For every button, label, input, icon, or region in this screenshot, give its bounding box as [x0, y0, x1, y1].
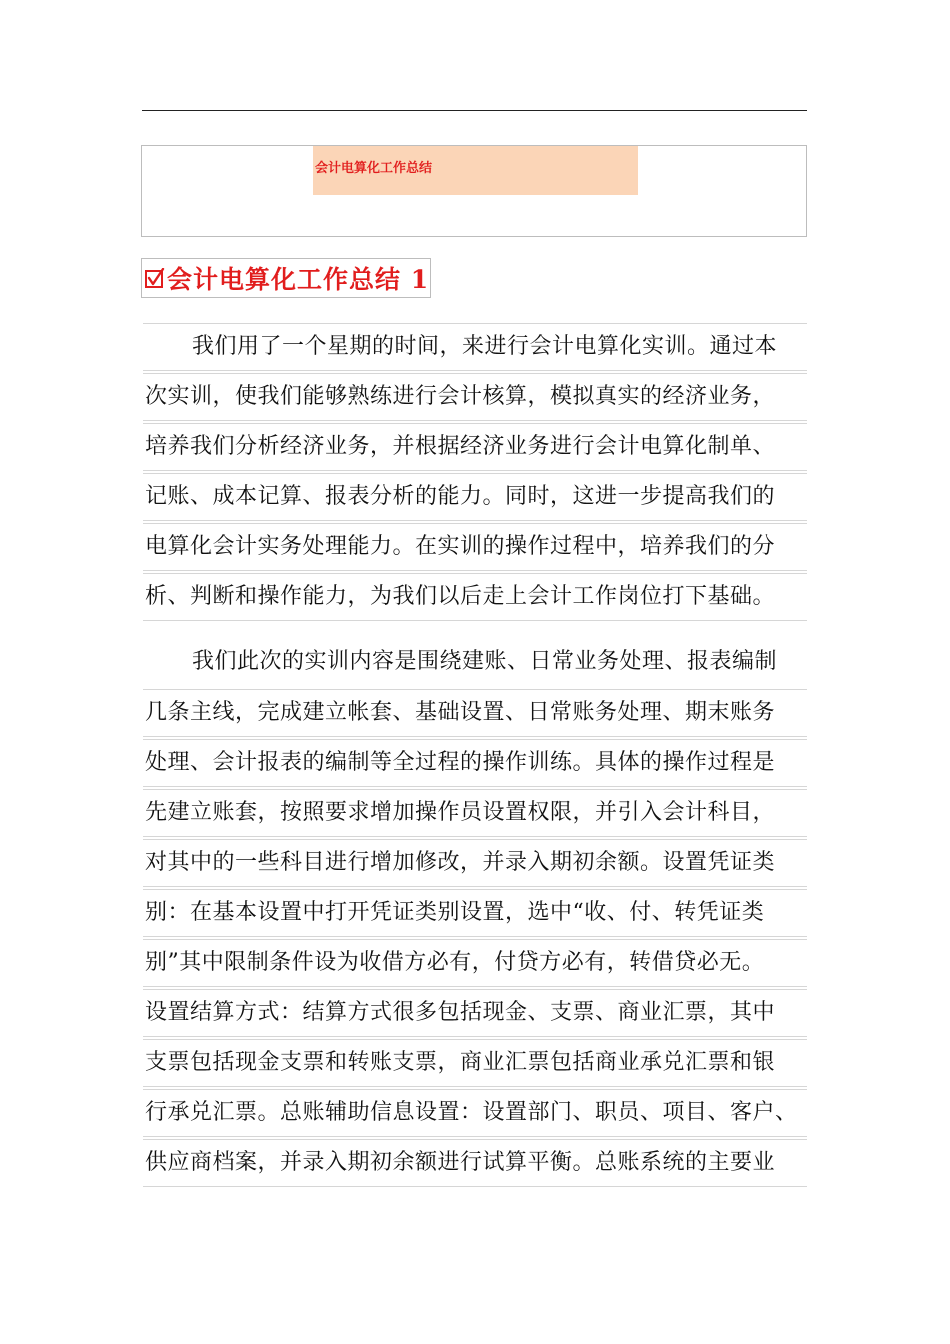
paragraph-2-line-5: 对其中的一些科目进行增加修改，并录入期初余额。设置凭证类	[145, 850, 776, 875]
document-header-box	[141, 145, 807, 237]
paragraph-2-line-8: 设置结算方式：结算方式很多包括现金、支票、商业汇票，其中	[145, 1000, 776, 1025]
text-line	[143, 839, 807, 887]
paragraph-1-line-4: 记账、成本记算、报表分析的能力。同时，这进一步提高我们的	[145, 484, 776, 509]
top-rule	[142, 110, 807, 111]
paragraph-1-line-3: 培养我们分析经济业务，并根据经济业务进行会计电算化制单、	[145, 434, 776, 459]
paragraph-2-line-2: 几条主线，完成建立帐套、基础设置、日常账务处理、期末账务	[145, 700, 776, 725]
text-line	[143, 573, 807, 621]
paragraph-2-line-6: 别：在基本设置中打开凭证类别设置，选中“收、付、转凭证类	[145, 900, 765, 925]
text-line	[143, 523, 807, 571]
section-heading	[141, 258, 431, 298]
text-line	[143, 789, 807, 837]
document-header-title: 会计电算化工作总结	[315, 161, 433, 176]
text-line	[143, 739, 807, 787]
text-line	[143, 323, 807, 371]
text-line	[143, 423, 807, 471]
text-line	[143, 989, 807, 1037]
text-line	[143, 639, 807, 687]
paragraph-2-line-9: 支票包括现金支票和转账支票，商业汇票包括商业承兑汇票和银	[145, 1050, 776, 1075]
paragraph-1-line-5: 电算化会计实务处理能力。在实训的操作过程中，培养我们的分	[145, 534, 776, 559]
body-text	[143, 323, 807, 1189]
text-line	[143, 473, 807, 521]
checkbox-checked-icon	[145, 268, 165, 288]
paragraph-2-line-4: 先建立账套，按照要求增加操作员设置权限，并引入会计科目，	[145, 800, 776, 825]
paragraph-2-line-11: 供应商档案，并录入期初余额进行试算平衡。总账系统的主要业	[145, 1150, 776, 1175]
text-line	[143, 939, 807, 987]
text-line	[143, 1139, 807, 1187]
paragraph-2-line-7: 别”其中限制条件设为收借方必有，付贷方必有，转借贷必无。	[145, 950, 765, 975]
text-line	[143, 1039, 807, 1087]
text-line	[143, 1089, 807, 1137]
text-line	[143, 889, 807, 937]
paragraph-1-line-1: 我们用了一个星期的时间，来进行会计电算化实训。通过本	[192, 334, 778, 359]
section-title: 会计电算化工作总结 1	[167, 265, 430, 294]
paragraph-1-line-2: 次实训，使我们能够熟练进行会计核算，模拟真实的经济业务，	[145, 384, 776, 409]
text-line	[143, 689, 807, 737]
paragraph-2-line-3: 处理、会计报表的编制等全过程的操作训练。具体的操作过程是	[145, 750, 776, 775]
paragraph-1-line-6: 析、判断和操作能力，为我们以后走上会计工作岗位打下基础。	[145, 584, 776, 609]
paragraph-2-line-10: 行承兑汇票。总账辅助信息设置：设置部门、职员、项目、客户、	[145, 1100, 798, 1125]
text-line	[143, 373, 807, 421]
paragraph-2-line-1: 我们此次的实训内容是围绕建账、日常业务处理、报表编制	[192, 649, 778, 674]
